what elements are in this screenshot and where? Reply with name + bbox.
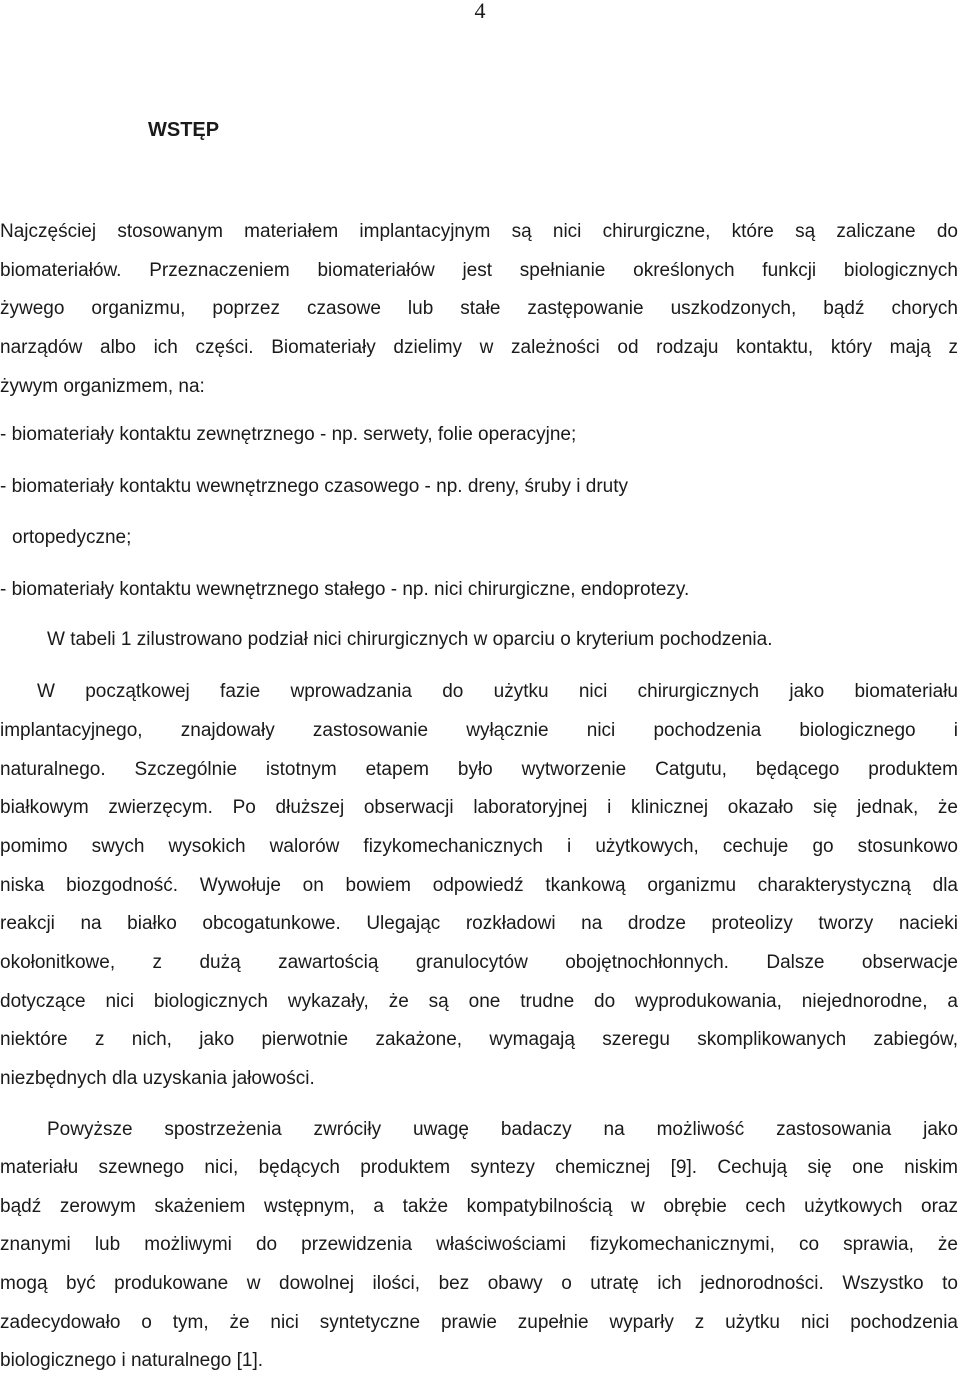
text-line: żywego organizmu, poprzez czasowe lub stałe zastępowanie uszkodzonych, bądź chorych xyxy=(0,298,958,319)
list-item: - biomateriały kontaktu wewnętrznego czasowego - np. dreny, śruby i druty xyxy=(0,476,629,497)
text-line: implantacyjnego, znajdowały zastosowanie wyłącznie nici pochodzenia biologicznego i xyxy=(0,720,958,741)
text-line: niska biozgodność. Wywołuje on bowiem odpowiedź tkankową organizmu charakterystyczną dla xyxy=(0,875,958,896)
text-line: mogą być produkowane w dowolnej ilości, bez obawy o utratę ich jednorodności. Wszystko to xyxy=(0,1273,958,1294)
section-heading: WSTĘP xyxy=(148,119,220,141)
text-line: okołonitkowe, z dużą zawartością granulocytów obojętnochłonnych. Dalsze obserwacje xyxy=(0,952,958,973)
text-line: niezbędnych dla uzyskania jałowości. xyxy=(0,1068,315,1089)
list-item: - biomateriały kontaktu wewnętrznego stałego - np. nici chirurgiczne, endoprotezy. xyxy=(0,579,690,600)
text-line: bądź zerowym skażeniem wstępnym, a także kompatybilnością w obrębie cech użytkowych oraz xyxy=(0,1196,958,1217)
text-line: znanymi lub możliwymi do przewidzenia właściwościami fizykomechanicznymi, co sprawia, że xyxy=(0,1234,958,1255)
list-item-continuation: ortopedyczne; xyxy=(12,527,132,548)
text-line: zadecydowało o tym, że nici syntetyczne prawie zupełnie wyparły z użytku nici pochodzenia xyxy=(0,1312,958,1333)
text-line: białkowym zwierzęcym. Po dłuższej obserwacji laboratoryjnej i klinicznej okazało się jednak, że xyxy=(0,797,958,818)
text-line: Powyższe spostrzeżenia zwróciły uwagę badaczy na możliwość zastosowania jako xyxy=(47,1119,958,1140)
text-line: dotyczące nici biologicznych wykazały, że są one trudne do wyprodukowania, niejednorodne, a xyxy=(0,991,958,1012)
text-line: pomimo swych wysokich walorów fizykomechanicznych i użytkowych, cechuje go stosunkowo xyxy=(0,836,958,857)
text-line: biologicznego i naturalnego [1]. xyxy=(0,1350,264,1371)
text-line: żywym organizmem, na: xyxy=(0,376,205,397)
text-line: materiału szewnego nici, będących produktem syntezy chemicznej [9]. Cechują się one niskim xyxy=(0,1157,958,1178)
list-item: - biomateriały kontaktu zewnętrznego - np. serwety, folie operacyjne; xyxy=(0,424,577,445)
text-line: W początkowej fazie wprowadzania do użytku nici chirurgicznych jako biomateriału xyxy=(37,681,958,702)
text-line: biomateriałów. Przeznaczeniem biomateriałów jest spełnianie określonych funkcji biologicznych xyxy=(0,260,958,281)
text-line: reakcji na białko obcogatunkowe. Ulegając rozkładowi na drodze proteolizy tworzy nacieki xyxy=(0,913,958,934)
text-line: Najczęściej stosowanym materiałem implantacyjnym są nici chirurgiczne, które są zaliczane do xyxy=(0,221,958,242)
text-line: niektóre z nich, jako pierwotnie zakażone, wymagają szeregu skomplikowanych zabiegów, xyxy=(0,1029,958,1050)
text-line: narządów albo ich części. Biomateriały dzielimy w zależności od rodzaju kontaktu, który mają z xyxy=(0,337,958,358)
text-line: naturalnego. Szczególnie istotnym etapem było wytworzenie Catgutu, będącego produktem xyxy=(0,759,958,780)
text-line: W tabeli 1 zilustrowano podział nici chirurgicznych w oparciu o kryterium pochodzenia. xyxy=(47,629,773,650)
page-number: 4 xyxy=(474,0,486,23)
